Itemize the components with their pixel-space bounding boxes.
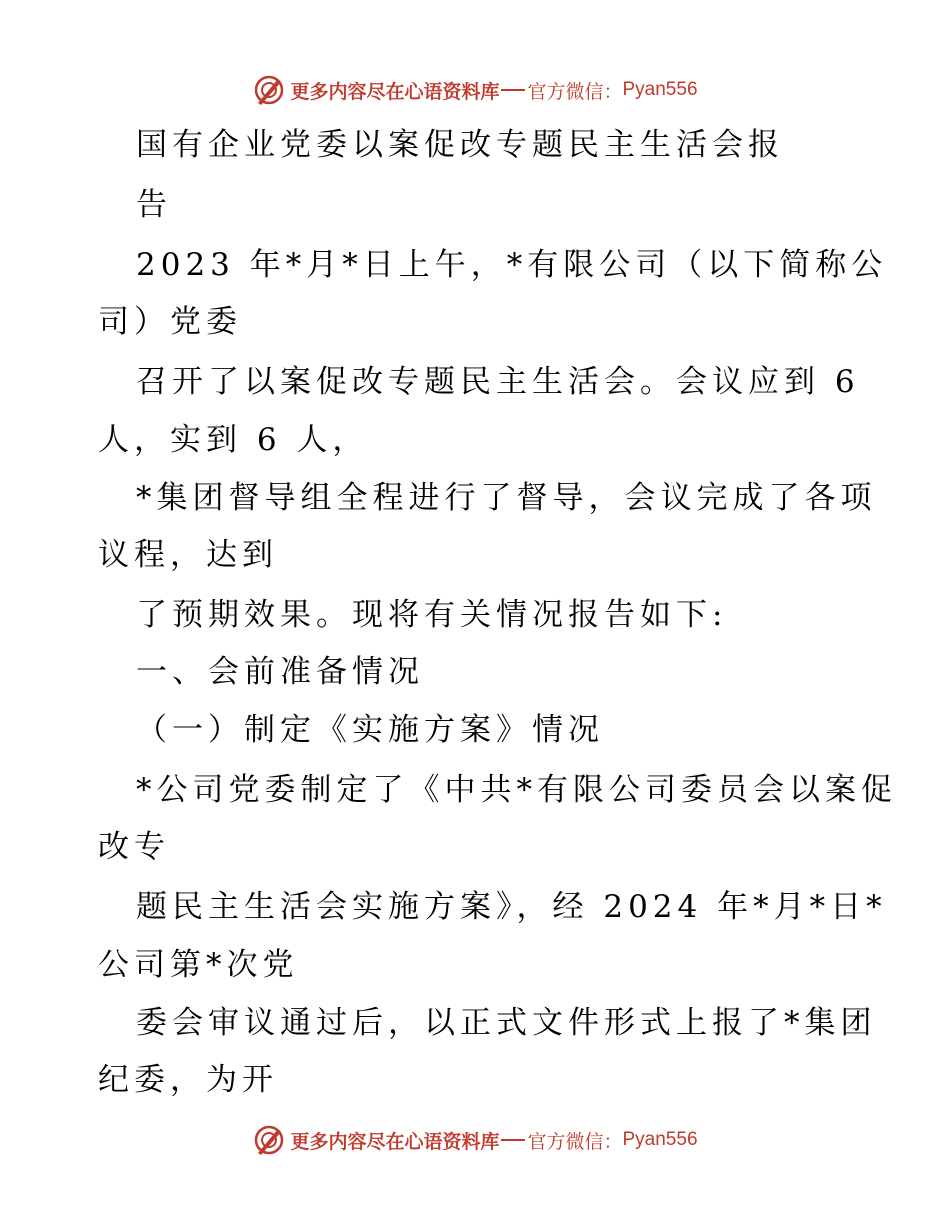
header-watermark-banner	[0, 70, 950, 110]
doc-text-line: 委会审议通过后，以正式文件形式上报了*集团	[136, 1005, 877, 1041]
footer-watermark-banner	[0, 1120, 950, 1160]
doc-text-line: 改专	[98, 829, 170, 865]
banner-wechat-label: 官方微信：	[527, 80, 623, 103]
doc-title-line-1: 国有企业党委以案促改专题民主生活会报	[136, 127, 784, 163]
doc-text-line: 2023 年*月*日上午，*有限公司（以下简称公	[136, 247, 888, 283]
doc-title-line-2: 告	[136, 187, 172, 223]
doc-text-line: 人，实到 6 人，	[98, 422, 369, 458]
section-heading: 一、会前准备情况	[136, 654, 424, 690]
banner-title: 更多内容尽在心语资料库	[290, 1130, 500, 1153]
doc-text-line: 题民主生活会实施方案》，经 2024 年*月*日*	[136, 889, 887, 925]
doc-text-line: 了预期效果。现将有关情况报告如下:	[136, 597, 728, 633]
doc-text-line: *集团督导组全程进行了督导，会议完成了各项	[136, 480, 877, 516]
doc-text-line: 纪委，为开	[98, 1062, 278, 1098]
doc-text-line: 公司第*次党	[98, 947, 299, 983]
doc-text-line: 议程，达到	[98, 537, 278, 573]
banner-dash	[501, 89, 525, 91]
subsection-heading: （一）制定《实施方案》情况	[136, 712, 604, 748]
quill-logo-icon	[252, 73, 286, 107]
banner-wechat-id: Pyan556	[622, 1129, 698, 1150]
banner-wechat-id: Pyan556	[622, 79, 698, 100]
quill-logo-icon	[252, 1123, 286, 1157]
doc-text-line: 召开了以案促改专题民主生活会。会议应到 6	[136, 364, 860, 400]
banner-dash	[501, 1139, 525, 1141]
doc-text-line: *公司党委制定了《中共*有限公司委员会以案促	[136, 772, 897, 808]
banner-title: 更多内容尽在心语资料库	[290, 80, 500, 103]
doc-text-line: 司）党委	[98, 304, 242, 340]
banner-wechat-label: 官方微信：	[527, 1130, 623, 1153]
